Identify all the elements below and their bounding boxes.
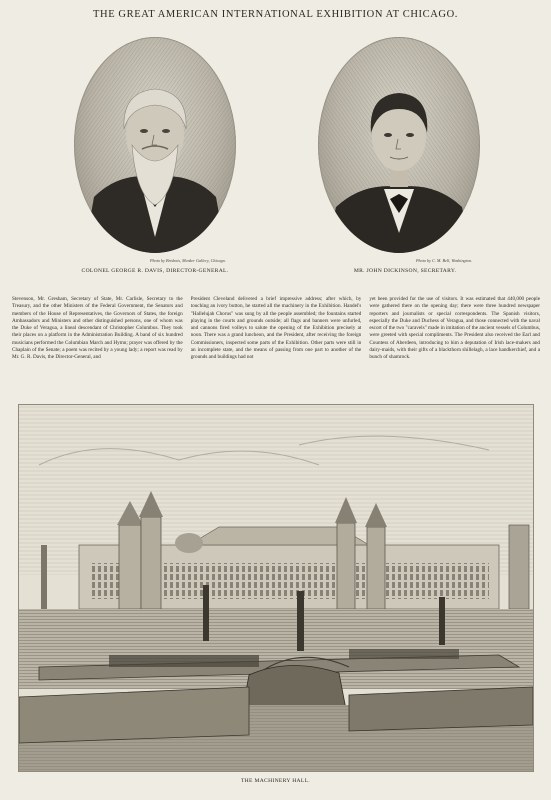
page-title: THE GREAT AMERICAN INTERNATIONAL EXHIBITION AT CHICAGO. [93, 9, 458, 20]
article-body [12, 296, 540, 392]
portrait-davis [74, 37, 236, 253]
caption-right: MR. JOHN DICKINSON, SECRETARY. [353, 268, 457, 274]
machinery-hall-engraving [18, 404, 534, 772]
article-column-3: yet been provided for the use of visitors. It was estimated that 440,000 people were gathered there on the opening day; there were three hundred newspaper reporters and journalists or special correspondents. The Spanish visitors, especially the Duke and Duchess of Veragua, and those connected with the naval escort of the two "caravels" made in imitation of the ancient vessels of Columbus, were greeted with special compliments. The President also received the Earl and Countess of Aberdeen, introducing to him a deputation of Irish lace-makers and dairy-maids, with their gifts of a blackthorn shillelagh, a lace handkerchief, and a bunch of shamrock. [369, 296, 541, 361]
article-column-2: President Cleveland delivered a brief impressive address; after which, by touching an ivory button, he started all the machinery in the Exhibition. Handel's "Hallelujah Chorus" was sung by all the people assembled; the fountains started playing in the courts and grounds outside; all flags and banners were unfurled, and cannons fired volleys to salute the opening of the Exhibition precisely at noon. There was a grand luncheon, and the President, after receiving the foreign Commissioners, inspected some parts of the Exhibition. Other parts were still in an incomplete state, and the means of passing from one part to another of the grounds and buildings had not [190, 296, 362, 361]
illustration-caption: THE MACHINERY HALL. [240, 778, 311, 784]
article-column-1: Stevenson, Mr. Gresham, Secretary of State, Mr. Carlisle, Secretary to the Treasury, and the other Ministers of the Federal Government, the Senators and members of the House of Representatives, the Governors of States, the foreign Ambassadors and Ministers and other distinguished persons, one of whom was the Duke of Veragua, a lineal descendant of Christopher Columbus. They took their places on a platform in the Administration Building. A band of six hundred musicians performed the Columbian March and Hymn; prayer was offered by the Chaplain of the Senate; a poem was recited by a young lady; a report was read by Mr. G. R. Davis, the Director-General, and [12, 296, 183, 361]
photo-credit-right: Photo by C. M. Bell, Washington. [416, 258, 473, 263]
photo-credit-left: Photo by Brisbois, Menker Gallery, Chicago. [150, 258, 226, 263]
caption-left: COLONEL GEORGE R. DAVIS, DIRECTOR-GENERAL. [81, 268, 229, 274]
portrait-dickinson [318, 37, 480, 253]
